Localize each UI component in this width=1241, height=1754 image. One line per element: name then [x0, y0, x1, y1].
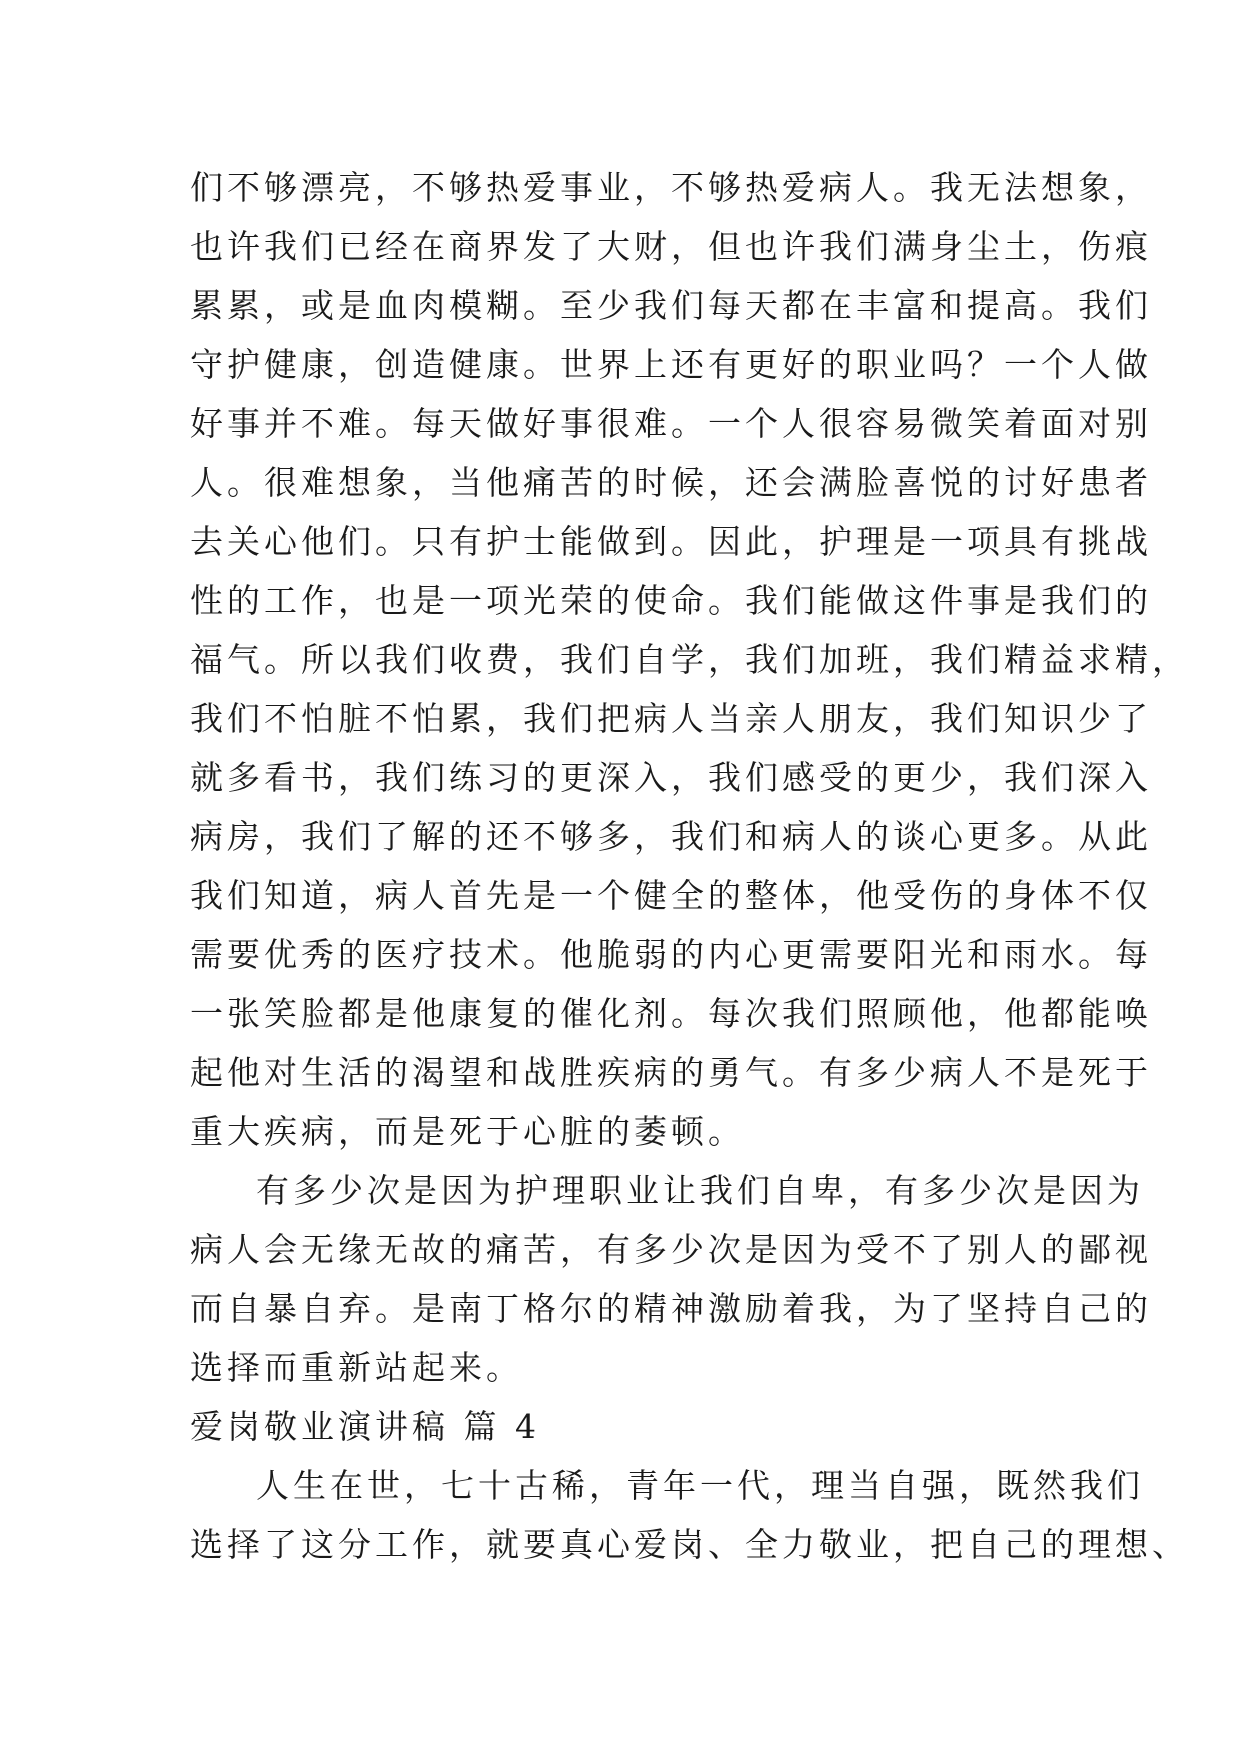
text-line: 就多看书，我们练习的更深入，我们感受的更少，我们深入 [190, 758, 1152, 797]
text-line: 人生在世，七十古稀，青年一代，理当自强，既然我们 [256, 1466, 1144, 1505]
paragraph-1 [190, 158, 1189, 1161]
text-line: 福气。所以我们收费，我们自学，我们加班，我们精益求精， [190, 640, 1189, 679]
text-line: 一张笑脸都是他康复的催化剂。每次我们照顾他，他都能唤 [190, 994, 1152, 1033]
text-line: 病人会无缘无故的痛苦，有多少次是因为受不了别人的鄙视 [190, 1230, 1152, 1269]
document-body [190, 158, 1189, 1574]
text-line: 起他对生活的渴望和战胜疾病的勇气。有多少病人不是死于 [190, 1053, 1152, 1092]
section-heading: 爱岗敬业演讲稿 篇 4 [190, 1407, 540, 1446]
text-line: 累累，或是血肉模糊。至少我们每天都在丰富和提高。我们 [190, 286, 1152, 325]
text-line: 去关心他们。只有护士能做到。因此，护理是一项具有挑战 [190, 522, 1152, 561]
text-line: 有多少次是因为护理职业让我们自卑，有多少次是因为 [256, 1171, 1144, 1210]
paragraph-3 [190, 1456, 1189, 1574]
text-line: 性的工作，也是一项光荣的使命。我们能做这件事是我们的 [190, 581, 1152, 620]
text-line: 好事并不难。每天做好事很难。一个人很容易微笑着面对别 [190, 404, 1152, 443]
text-line: 们不够漂亮，不够热爱事业，不够热爱病人。我无法想象， [190, 168, 1152, 207]
text-line: 我们不怕脏不怕累，我们把病人当亲人朋友，我们知识少了 [190, 699, 1152, 738]
text-line: 人。很难想象，当他痛苦的时候，还会满脸喜悦的讨好患者 [190, 463, 1152, 502]
text-line: 守护健康，创造健康。世界上还有更好的职业吗？一个人做 [190, 345, 1152, 384]
paragraph-2 [190, 1161, 1152, 1397]
text-line: 选择而重新站起来。 [190, 1348, 523, 1387]
text-line: 选择了这分工作，就要真心爱岗、全力敬业，把自己的理想、 [190, 1525, 1189, 1564]
text-line: 需要优秀的医疗技术。他脆弱的内心更需要阳光和雨水。每 [190, 935, 1152, 974]
text-line: 也许我们已经在商界发了大财，但也许我们满身尘土，伤痕 [190, 227, 1152, 266]
text-line: 重大疾病，而是死于心脏的萎顿。 [190, 1112, 745, 1151]
text-line: 而自暴自弃。是南丁格尔的精神激励着我，为了坚持自己的 [190, 1289, 1152, 1328]
text-line: 病房，我们了解的还不够多，我们和病人的谈心更多。从此 [190, 817, 1152, 856]
text-line: 我们知道，病人首先是一个健全的整体，他受伤的身体不仅 [190, 876, 1152, 915]
